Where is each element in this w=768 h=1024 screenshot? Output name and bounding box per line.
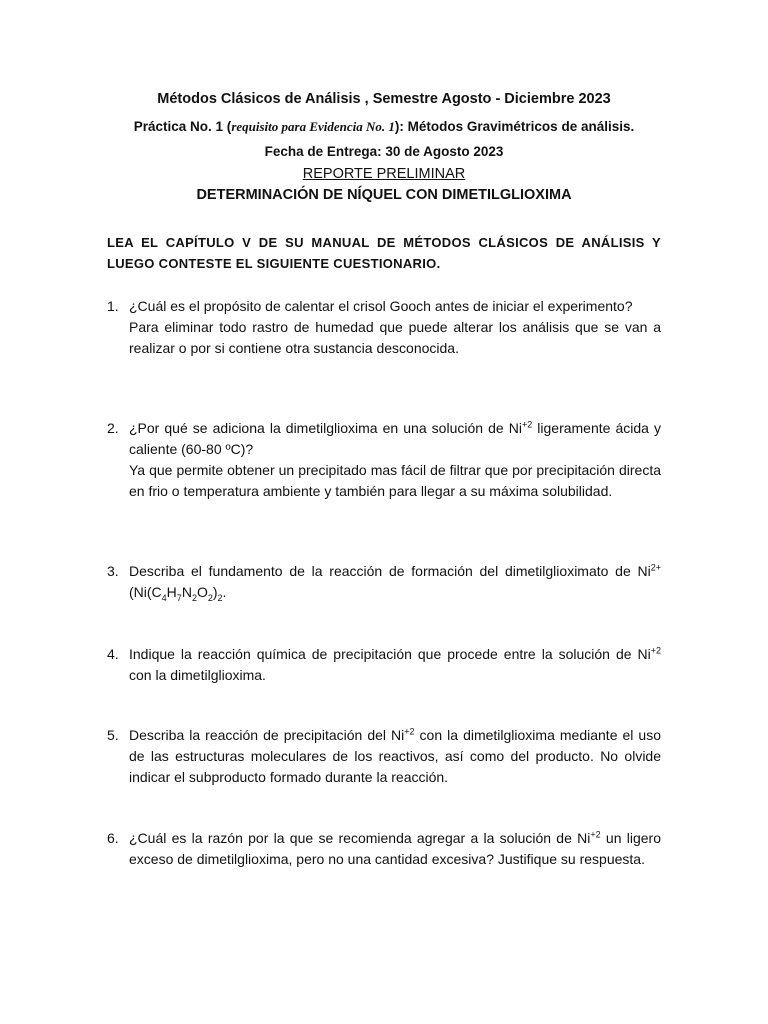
- question-number: 4.: [107, 646, 119, 662]
- question-4: [107, 644, 661, 686]
- question-3: [107, 561, 661, 603]
- course-title: Métodos Clásicos de Análisis , Semestre Agosto - Diciembre 2023: [157, 91, 611, 107]
- question-text: [129, 828, 661, 870]
- question-text-part: con la dimetilglioxima mediante el uso de las estructuras moleculares de los reactivos, así como del producto. No olvide indicar el subproducto formado durante la reacción.: [129, 727, 661, 785]
- formula-part: O: [196, 584, 208, 600]
- question-number: 2.: [107, 420, 119, 436]
- answer-text: Ya que permite obtener un precipitado mas fácil de filtrar que por precipitación directa en frio o temperatura ambiente y también para llegar a su máxima solubilidad.: [129, 462, 661, 499]
- formula-part: (Ni(C: [129, 584, 162, 600]
- question-text-part: .: [222, 584, 227, 600]
- practice-line: [0, 119, 768, 135]
- question-number: 3.: [107, 563, 119, 579]
- question-text: [129, 644, 661, 686]
- question-5: [107, 725, 661, 788]
- question-text: [129, 561, 661, 603]
- formula-subscript: 2: [191, 592, 197, 603]
- question-number: 5.: [107, 727, 119, 743]
- formula-part: N: [181, 584, 192, 600]
- question-number: 6.: [107, 830, 119, 846]
- instructions: LEA EL CAPÍTULO V DE SU MANUAL DE MÉTODOS CLÁSICOS DE ANÁLISIS Y LUEGO CONTESTE EL SIGUIENTE CUESTIONARIO.: [107, 235, 661, 271]
- formula-subscript: 7: [176, 592, 182, 603]
- ion-charge: +2: [590, 829, 601, 840]
- practice-suffix: ): Métodos Gravimétricos de análisis.: [394, 119, 635, 134]
- formula-part: ): [212, 584, 218, 600]
- question-text-part: ¿Cuál es la razón por la que se recomienda agregar a la solución de Ni: [129, 830, 591, 846]
- formula-subscript: 2: [217, 592, 223, 603]
- practice-prefix: Práctica No. 1 (: [133, 119, 232, 134]
- question-text-part: un ligero exceso de dimetilglioxima, pero no una cantidad excesiva? Justifique su respuesta.: [129, 830, 661, 867]
- question-text: ¿Cuál es el propósito de calentar el crisol Gooch antes de iniciar el experimento?: [129, 298, 633, 314]
- question-text: [129, 725, 661, 788]
- practice-requirement: requisito para Evidencia No. 1: [231, 119, 395, 134]
- question-6: [107, 828, 661, 870]
- formula-subscript: 2: [207, 592, 213, 603]
- ion-charge: 2+: [650, 562, 661, 573]
- question-2: [107, 418, 661, 502]
- formula-subscript: 4: [161, 592, 167, 603]
- formula-part: H: [166, 584, 177, 600]
- question-text-part: Indique la reacción química de precipitación que procede entre la solución de Ni: [129, 646, 651, 662]
- question-number: 1.: [107, 298, 119, 314]
- question-text-part: ligeramente ácida y caliente (60-80 ºC)?: [129, 420, 661, 457]
- due-date: Fecha de Entrega: 30 de Agosto 2023: [264, 144, 504, 159]
- question-1: [107, 296, 661, 359]
- ion-charge: +2: [650, 645, 661, 656]
- ion-charge: +2: [521, 419, 533, 430]
- question-text-part: con la dimetilglioxima.: [129, 667, 266, 683]
- question-text-part: Describa el fundamento de la reacción de formación del dimetilglioximato de Ni: [129, 563, 651, 579]
- question-text-part: Describa la reacción de precipitación del Ni: [129, 727, 405, 743]
- report-heading: REPORTE PRELIMINAR: [302, 166, 466, 182]
- question-text-part: ¿Por qué se adiciona la dimetilglioxima en una solución de Ni: [129, 420, 522, 436]
- report-subject: DETERMINACIÓN DE NÍQUEL CON DIMETILGLIOXIMA: [196, 187, 572, 203]
- ion-charge: +2: [404, 726, 415, 737]
- answer-text: Para eliminar todo rastro de humedad que puede alterar los análisis que se van a realizar o por si contiene otra sustancia desconocida.: [129, 319, 661, 356]
- question-text: [129, 418, 661, 460]
